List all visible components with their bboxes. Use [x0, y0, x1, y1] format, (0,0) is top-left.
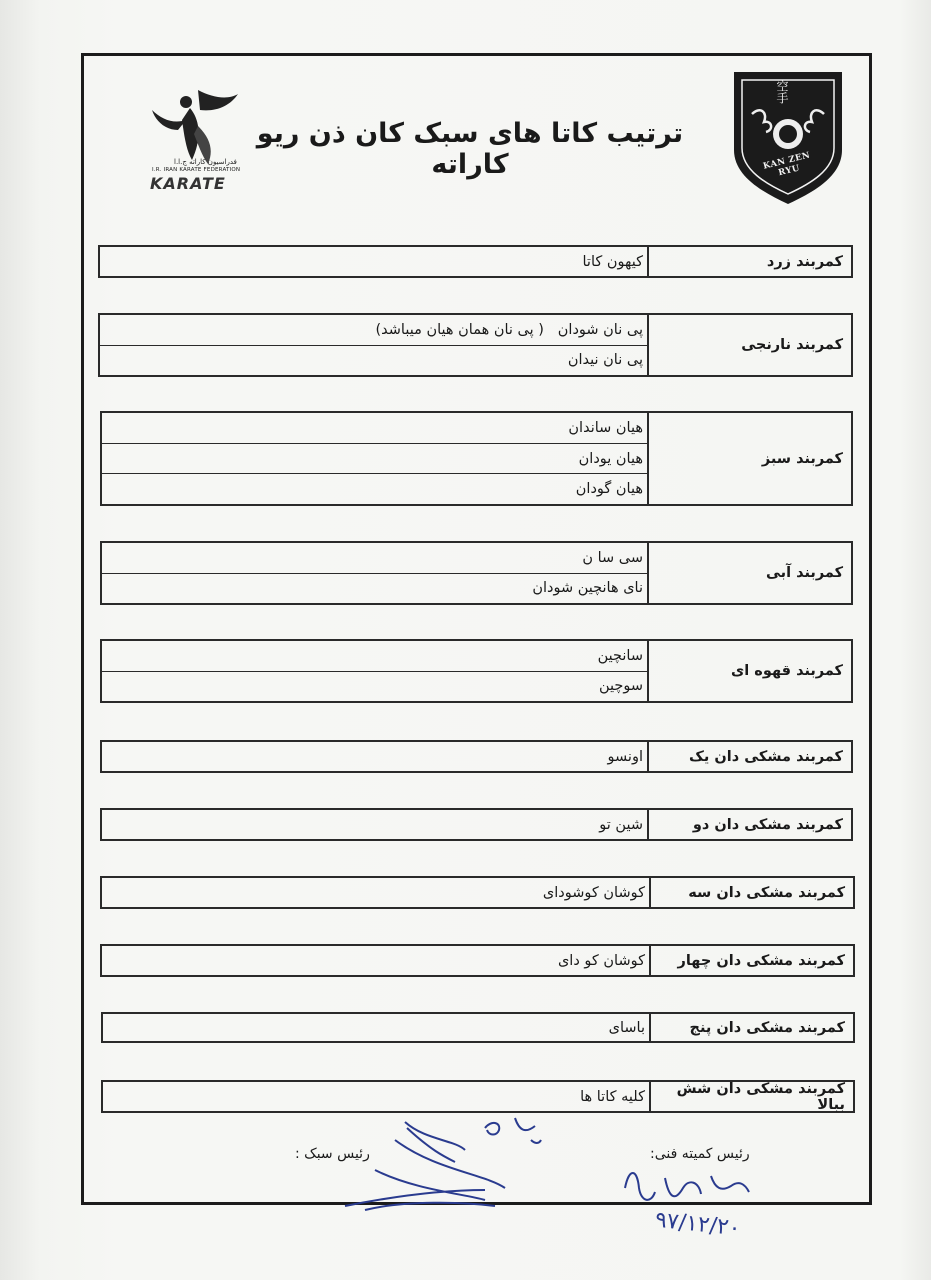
kata-list: [100, 876, 651, 909]
federation-wordmark: KARATE: [150, 174, 226, 193]
kata-item: سانچین: [102, 641, 649, 672]
kata-list: [101, 1012, 651, 1043]
kata-list: [100, 639, 649, 703]
kata-item: پی نان شودان ( پی نان همان هیان میباشد): [100, 315, 649, 346]
kata-item: اونسو: [607, 748, 643, 765]
belt-label: کمربند نارنجی: [647, 313, 853, 377]
kata-list: [98, 313, 649, 377]
federation-caption-fa: فدراسیون کاراته ج.ا.ا: [174, 158, 237, 166]
handwritten-date: ۹۷/۱۲/۲۰: [653, 1207, 742, 1242]
belt-label: کمربند سبز: [647, 411, 853, 506]
kata-item: سی سا ن: [102, 543, 649, 574]
kata-item: کوشان کو دای: [557, 952, 645, 969]
page-title: ترتیب کاتا های سبک کان ذن ریو کاراته: [256, 118, 684, 180]
kata-item: پی نان نیدان: [567, 352, 643, 369]
kata-list: [100, 808, 649, 841]
belt-label: کمربند مشکی دان چهار: [649, 944, 855, 977]
kata-item: کیهون کاتا: [582, 253, 643, 270]
belt-row-brown: [100, 639, 853, 703]
belt-row-black-dan-5: [101, 1012, 855, 1043]
belt-label: کمربند مشکی دان شش ببالا: [649, 1080, 855, 1113]
belt-row-black-dan-2: [100, 808, 853, 841]
belt-row-yellow: [98, 245, 853, 278]
kata-list: [100, 944, 651, 977]
kata-item: کوشان کوشودای: [542, 884, 645, 901]
belt-row-blue: [100, 541, 853, 605]
belt-row-black-dan-6-plus: [101, 1080, 855, 1113]
kata-item: نای هانچین شودان: [532, 580, 643, 597]
kata-item: هیان ساندان: [102, 413, 649, 444]
belt-row-orange: [98, 313, 853, 377]
kata-list: [100, 740, 649, 773]
belt-label: کمربند قهوه ای: [647, 639, 853, 703]
belt-label: کمربند زرد: [647, 245, 853, 278]
kata-list: [101, 1080, 651, 1113]
belt-label: کمربند مشکی دان سه: [649, 876, 855, 909]
belt-label: کمربند آبی: [647, 541, 853, 605]
emblem-kanji: 空手: [775, 80, 789, 104]
karate-federation-logo: [138, 80, 248, 195]
kata-item: هیان گودان: [575, 481, 643, 498]
belt-row-black-dan-1: [100, 740, 853, 773]
belt-label: کمربند مشکی دان یک: [647, 740, 853, 773]
kata-list: [100, 411, 649, 506]
kata-item: هیان یودان: [102, 444, 649, 475]
kata-list: [98, 245, 649, 278]
kata-item: باسای: [608, 1019, 645, 1036]
belt-label: کمربند مشکی دان پنج: [649, 1012, 855, 1043]
kan-zen-ryu-emblem: [730, 68, 846, 208]
belt-label: کمربند مشکی دان دو: [647, 808, 853, 841]
belt-row-black-dan-4: [100, 944, 855, 977]
kata-item: کلیه کاتا ها: [580, 1088, 645, 1105]
belt-row-black-dan-3: [100, 876, 855, 909]
federation-caption-en: I.R. IRAN KARATE FEDERATION: [152, 167, 241, 173]
kata-item: سوچین: [598, 678, 643, 695]
belt-row-green: [100, 411, 853, 506]
signature-scribble: [335, 1110, 575, 1230]
kata-list: [100, 541, 649, 605]
style-head-label: رئیس سبک :: [295, 1146, 370, 1162]
emblem-text: KAN ZEN RYU: [762, 150, 812, 179]
kata-item: شین تو: [599, 816, 643, 833]
technical-head-label: رئیس کمیته فنی:: [650, 1146, 750, 1162]
